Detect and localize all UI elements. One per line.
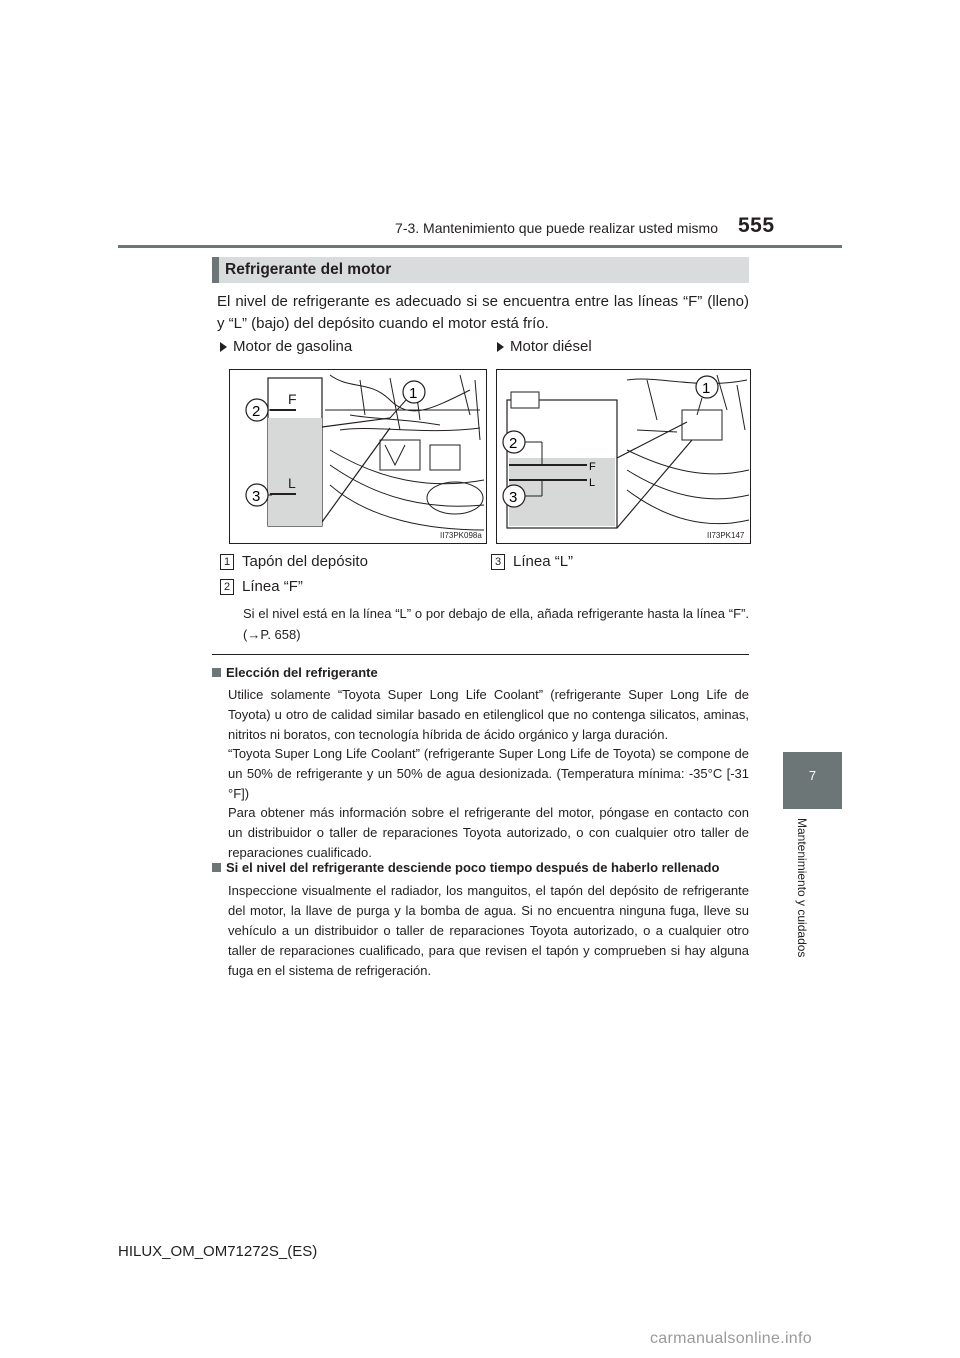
square-bullet-icon — [212, 668, 221, 677]
note-paragraph: Para obtener más información sobre el refrigerante del motor, póngase en contacto con un distribuidor o taller de reparaciones Toyota autorizado, o con cualquier otro taller de reparaciones cualificado. — [228, 805, 749, 860]
right-l-letter: L — [589, 477, 596, 489]
legend-number: 1 — [220, 554, 234, 570]
gasoline-engine-illustration — [230, 370, 486, 543]
legend-number: 3 — [491, 554, 505, 570]
note-paragraph: “Toyota Super Long Life Coolant” (refrigerante Super Long Life de Toyota) se compone de un 50% de refrigerante y un 50% de agua desionizada. (Temperatura mínima: -35°C [-31 °F]) — [228, 746, 749, 801]
right-figure-code: II73PK147 — [707, 531, 745, 540]
header-section-title: 7-3. Mantenimiento que puede realizar usted mismo — [395, 220, 718, 236]
legend-label: Línea “F” — [242, 578, 303, 595]
left-l-letter: L — [288, 475, 296, 491]
legend-item-3 — [491, 553, 573, 570]
section-title-accent — [212, 257, 219, 283]
right-f-letter: F — [589, 461, 596, 473]
page-number: 555 — [738, 214, 775, 237]
right-marker-2: 2 — [509, 435, 518, 452]
legend-label: Tapón del depósito — [242, 553, 368, 570]
gasoline-engine-figure — [229, 369, 487, 544]
legend-item-1 — [220, 553, 368, 570]
left-figure-heading — [220, 338, 352, 355]
legend-item-2 — [220, 578, 303, 595]
legend-number: 2 — [220, 579, 234, 595]
left-f-letter: F — [288, 391, 297, 407]
left-figure-heading-text: Motor de gasolina — [233, 338, 353, 355]
note-heading-text: Elección del refrigerante — [226, 665, 378, 680]
chapter-label — [795, 818, 815, 988]
right-figure-heading — [497, 338, 592, 355]
triangle-bullet-icon — [220, 342, 227, 352]
section-title: Refrigerante del motor — [225, 261, 392, 278]
legend-label: Línea “L” — [513, 553, 574, 570]
diesel-engine-figure — [496, 369, 751, 544]
note-heading-text: Si el nivel del refrigerante desciende poco tiempo después de haberlo rellenado — [226, 860, 720, 875]
header-rule — [118, 245, 842, 248]
note-heading-level-drop — [212, 860, 719, 875]
document-id: HILUX_OM_OM71272S_(ES) — [118, 1243, 318, 1260]
triangle-bullet-icon — [497, 342, 504, 352]
right-marker-3: 3 — [509, 489, 518, 506]
note-paragraph: Utilice solamente “Toyota Super Long Life Coolant” (refrigerante Super Long Life de Toyota) u otro de calidad similar basado en etilenglicol que no contenga silicatos, aminas, nitritos ni boratos, con tecnología híbrida de ácido orgánico y larga duración. — [228, 687, 749, 742]
chapter-label-text: Mantenimiento y cuidados — [795, 818, 809, 958]
left-figure-code: II73PK098a — [440, 531, 482, 540]
square-bullet-icon — [212, 863, 221, 872]
left-marker-2: 2 — [252, 403, 261, 420]
left-marker-1: 1 — [409, 385, 418, 402]
left-marker-3: 3 — [252, 488, 261, 505]
right-marker-1: 1 — [702, 380, 711, 397]
diesel-engine-illustration — [497, 370, 750, 543]
chapter-number: 7 — [808, 768, 817, 783]
watermark: carmanualsonline.info — [650, 1330, 812, 1347]
note-heading-coolant-choice — [212, 665, 378, 680]
note-paragraph: Inspeccione visualmente el radiador, los manguitos, el tapón del depósito de refrigerante del motor, la llave de purga y la bomba de agua. Si no encuentra ninguna fuga, lleve su vehículo a un distribuidor o taller de reparaciones Toyota autorizado, o a cualquier otro taller de reparaciones cualificado, para que revisen el tapón y comprueben si hay alguna fuga en el sistema de refrigeración. — [228, 883, 749, 978]
level-note: Si el nivel está en la línea “L” o por debajo de ella, añada refrigerante hasta la línea “F”. (→P. 658) — [243, 606, 749, 642]
divider — [212, 654, 749, 655]
section-intro: El nivel de refrigerante es adecuado si se encuentra entre las líneas “F” (lleno) y “L” (bajo) del depósito cuando el motor está frío. — [217, 293, 749, 332]
right-figure-heading-text: Motor diésel — [510, 338, 592, 355]
